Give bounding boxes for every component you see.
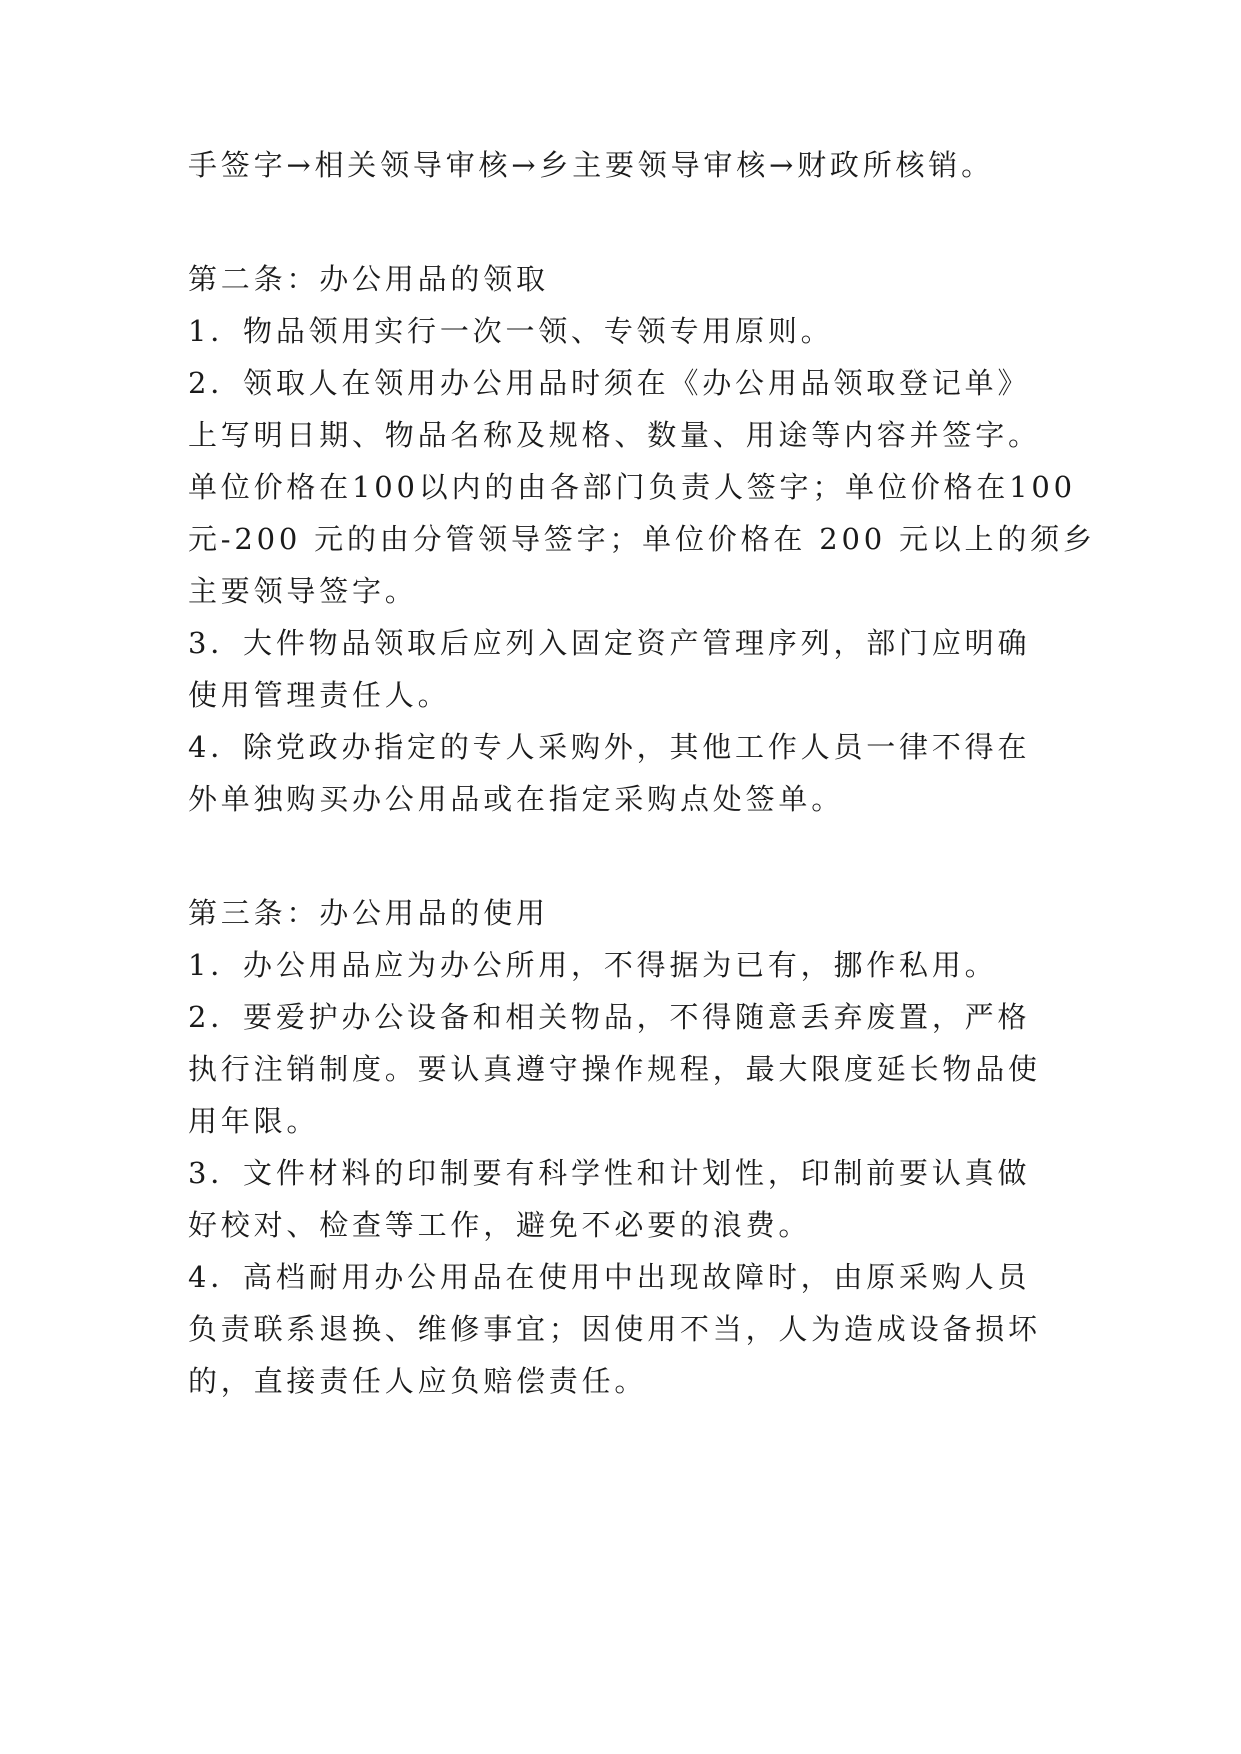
list-item-line-2: 上写明日期、物品名称及规格、数量、用途等内容并签字。 (188, 418, 1041, 452)
list-item-line-4: 元-200 元的由分管领导签字；单位价格在 200 元以上的须乡 (188, 522, 1096, 556)
list-item-line-2: 负责联系退换、维修事宜；因使用不当，人为造成设备损坏 (188, 1312, 1041, 1346)
list-item-line-1: 4．除党政办指定的专人采购外，其他工作人员一律不得在 (188, 730, 1031, 764)
list-item-line-3: 的，直接责任人应负赔偿责任。 (188, 1364, 648, 1398)
list-item-line-1: 2．要爱护办公设备和相关物品，不得随意丢弃废置，严格 (188, 1000, 1031, 1034)
list-item-line-1: 4．高档耐用办公用品在使用中出现故障时，由原采购人员 (188, 1260, 1031, 1294)
list-item-line-2: 外单独购买办公用品或在指定采购点处签单。 (188, 782, 845, 816)
section-heading: 第三条：办公用品的使用 (188, 896, 549, 930)
list-item-line-2: 执行注销制度。要认真遵守操作规程，最大限度延长物品使 (188, 1052, 1041, 1086)
list-item: 1．办公用品应为办公所用，不得据为已有，挪作私用。 (188, 948, 998, 982)
list-item-line-2: 使用管理责任人。 (188, 678, 451, 712)
section-heading: 第二条：办公用品的领取 (188, 262, 549, 296)
list-item-line-1: 3．大件物品领取后应列入固定资产管理序列，部门应明确 (188, 626, 1031, 660)
list-item-line-5: 主要领导签字。 (188, 574, 418, 608)
list-item-line-3: 用年限。 (188, 1104, 320, 1138)
list-item: 1．物品领用实行一次一领、专领专用原则。 (188, 314, 834, 348)
list-item-line-3: 单位价格在100以内的由各部门负责人签字；单位价格在100 (188, 470, 1076, 504)
list-item-line-1: 3．文件材料的印制要有科学性和计划性，印制前要认真做 (188, 1156, 1031, 1190)
continuation-text: 手签字→相关领导审核→乡主要领导审核→财政所核销。 (188, 148, 994, 182)
list-item-line-2: 好校对、检查等工作，避免不必要的浪费。 (188, 1208, 812, 1242)
list-item-line-1: 2．领取人在领用办公用品时须在《办公用品领取登记单》 (188, 366, 1031, 400)
